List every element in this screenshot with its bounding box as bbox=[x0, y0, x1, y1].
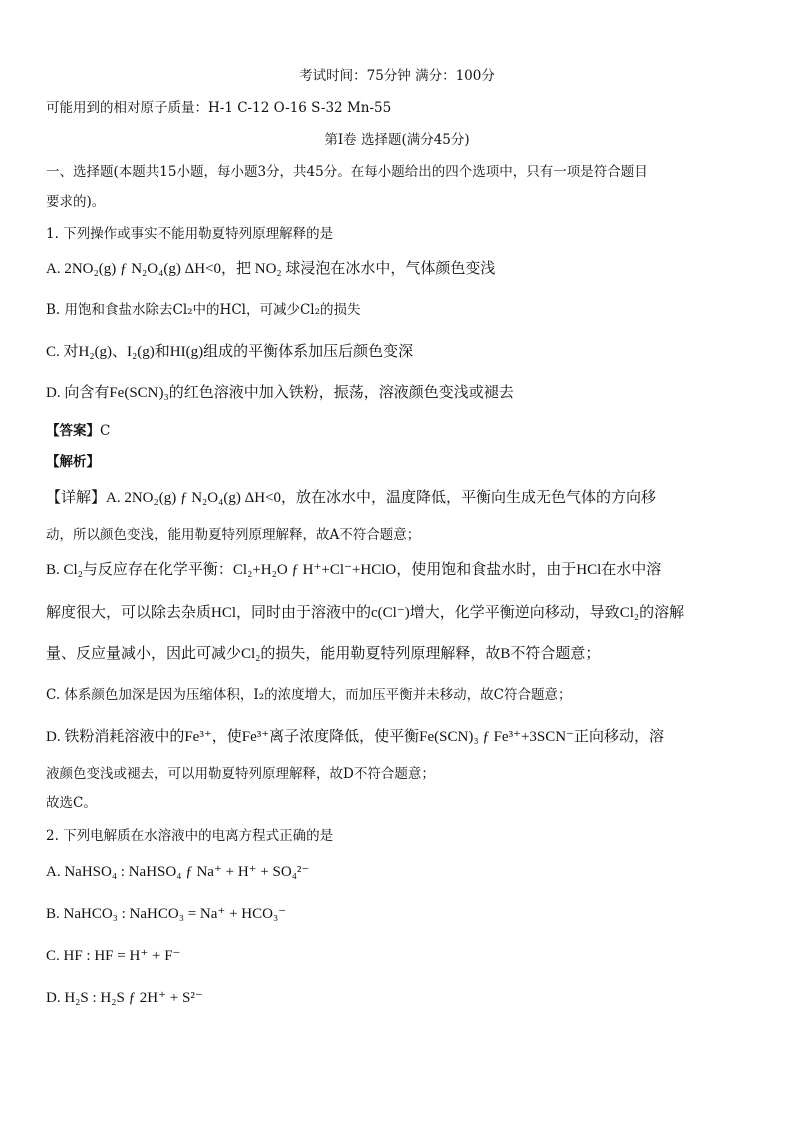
q1-conclusion: 故选C。 bbox=[46, 795, 97, 811]
volume-title: 第Ⅰ卷 选择题(满分45分) bbox=[324, 132, 470, 148]
q1-answer bbox=[46, 421, 110, 441]
answer-label: 【答案】 bbox=[46, 423, 100, 439]
q1-stem: 1. 下列操作或事实不能用勒夏特列原理解释的是 bbox=[46, 226, 334, 242]
analysis-label: 【解析】 bbox=[46, 454, 100, 470]
q1-detail-d-line1: D. 铁粉消耗溶液中的Fe³⁺，使Fe³⁺离子浓度降低，使平衡Fe(SCN)₃ ƒ Fe³⁺+3SCN⁻正向移动，溶 bbox=[46, 729, 665, 745]
q1-detail-b-line1: B. Cl₂与反应存在化学平衡：Cl₂+H₂O ƒ H⁺+Cl⁻+HClO，使用饱和食盐水时，由于HCl在水中溶 bbox=[46, 562, 662, 578]
q2-option-a: A. NaHSO₄ : NaHSO₄ ƒ Na⁺ + H⁺ + SO₄²⁻ bbox=[46, 864, 310, 880]
q1-option-d: D. 向含有Fe(SCN)₃的红色溶液中加入铁粉，振荡，溶液颜色变浅或褪去 bbox=[46, 385, 514, 401]
q1-option-a: A. 2NO₂(g) ƒ N₂O₄(g) ΔH<0，把 NO₂ 球浸泡在冰水中，气体颜色变浅 bbox=[46, 261, 496, 277]
q1-option-c: C. 对H₂(g)、I₂(g)和HI(g)组成的平衡体系加压后颜色变深 bbox=[46, 344, 414, 360]
atomic-mass-line: 可能用到的相对原子质量：H-1 C-12 O-16 S-32 Mn-55 bbox=[46, 100, 392, 116]
exam-info: 考试时间：75分钟 满分：100分 bbox=[299, 68, 495, 84]
answer-value: C bbox=[100, 423, 111, 439]
section-heading: 一、选择题(本题共15小题，每小题3分，共45分。在每小题给出的四个选项中，只有一项是符合题目 bbox=[46, 164, 648, 180]
q1-detail-a-line1: 【详解】A. 2NO₂(g) ƒ N₂O₄(g) ΔH<0，放在冰水中，温度降低，平衡向生成无色气体的方向移 bbox=[46, 490, 657, 506]
section-heading-cont: 要求的)。 bbox=[46, 194, 106, 210]
q2-option-d: D. H₂S : H₂S ƒ 2H⁺ + S²⁻ bbox=[46, 990, 203, 1006]
q1-detail-b-line3: 量、反应量减小，因此可减少Cl₂的损失，能用勒夏特列原理解释，故B不符合题意； bbox=[46, 646, 601, 662]
q1-detail-d-line2: 液颜色变浅或褪去，可以用勒夏特列原理解释，故D不符合题意； bbox=[46, 766, 435, 782]
q1-detail-c: C. 体系颜色加深是因为压缩体积，I₂的浓度增大，而加压平衡并未移动，故C符合题意； bbox=[46, 687, 572, 703]
q1-detail-a-line2: 动，所以颜色变浅，能用勒夏特列原理解释，故A不符合题意； bbox=[46, 527, 421, 543]
q2-option-c: C. HF : HF = H⁺ + F⁻ bbox=[46, 948, 181, 964]
q1-option-b: B. 用饱和食盐水除去Cl₂中的HCl，可减少Cl₂的损失 bbox=[46, 302, 361, 318]
q1-detail-b-line2: 解度很大，可以除去杂质HCl，同时由于溶液中的c(Cl⁻)增大，化学平衡逆向移动，导致Cl₂的溶解 bbox=[46, 605, 685, 621]
q2-option-b: B. NaHCO₃ : NaHCO₃ = Na⁺ + HCO₃⁻ bbox=[46, 906, 287, 922]
q2-stem: 2. 下列电解质在水溶液中的电离方程式正确的是 bbox=[46, 828, 334, 844]
